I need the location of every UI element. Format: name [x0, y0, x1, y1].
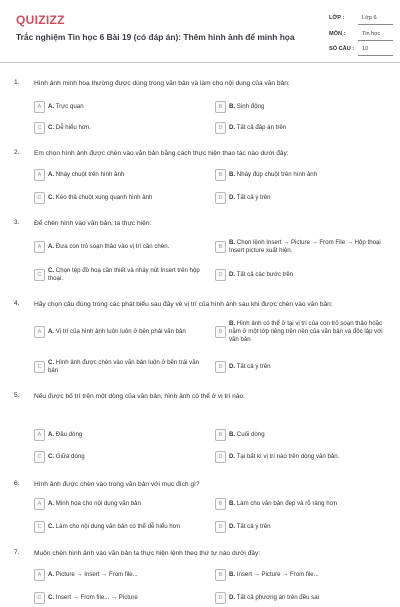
answer-option[interactable]	[215, 166, 393, 184]
meta-label: MÔN :	[329, 30, 346, 37]
option-text	[229, 500, 337, 508]
option-label: Tất cả ý trên	[236, 522, 271, 530]
option-letter: D.	[229, 193, 236, 201]
question-number: 5.	[14, 392, 20, 399]
question-text: Hãy chọn câu đúng trong các phát biểu sau đây về vị trí của hình ảnh sau khi được chèn vào văn bản:	[34, 301, 333, 308]
option-letter: A.	[48, 500, 55, 507]
answer-option[interactable]	[34, 565, 209, 584]
answer-option[interactable]	[34, 322, 209, 342]
option-text	[48, 171, 124, 179]
option-label: Giữa dòng	[55, 452, 85, 460]
option-checkbox[interactable]: C	[34, 122, 45, 134]
answer-option[interactable]	[215, 447, 393, 466]
option-letter: D.	[229, 271, 236, 278]
meta-underline	[358, 55, 393, 56]
question-number: 3.	[14, 219, 20, 226]
option-letter: B.	[229, 103, 236, 110]
option-text	[229, 124, 286, 132]
answer-option[interactable]	[215, 98, 393, 116]
meta-class	[325, 12, 393, 28]
option-text	[48, 500, 141, 508]
option-checkbox[interactable]: D	[215, 192, 226, 204]
option-label: Hình ảnh có thể ở tại vị trí của con trỏ soạn thảo hoặc nằm ở một lớp riêng trên nền của văn bản và độc lập với văn bản	[229, 320, 383, 343]
option-text	[229, 103, 264, 111]
answer-option[interactable]	[215, 495, 393, 513]
option-checkbox[interactable]: C	[34, 521, 45, 533]
option-text	[48, 359, 209, 375]
answer-option[interactable]	[34, 447, 209, 466]
option-label: Insert → From file... → Picture	[55, 593, 138, 601]
meta-label: LỚP :	[329, 15, 345, 21]
option-checkbox[interactable]: C	[34, 361, 45, 373]
meta-underline	[358, 24, 393, 25]
answer-option[interactable]	[215, 188, 393, 207]
option-text	[229, 194, 271, 202]
option-letter: C.	[48, 123, 55, 131]
option-letter: C.	[48, 593, 55, 601]
answer-option[interactable]	[34, 425, 209, 444]
option-letter: A.	[48, 103, 55, 110]
answer-option[interactable]	[34, 118, 209, 137]
option-text	[48, 328, 186, 336]
meta-label: SỐ CÂU :	[329, 46, 355, 52]
answer-option[interactable]	[215, 565, 393, 584]
quizizz-logo: QUIZIZZ	[16, 13, 65, 27]
option-label: Tất cả các bước trên	[236, 271, 294, 278]
answer-option[interactable]	[215, 357, 393, 377]
option-label: Sinh động	[236, 103, 265, 110]
option-letter: A.	[48, 242, 55, 250]
answer-option[interactable]	[215, 425, 393, 444]
option-label: Chọn lệnh Insert → Picture → From File → Hộp thoại Insert picture xuất hiện.	[229, 238, 381, 254]
option-text	[48, 243, 169, 251]
option-text	[229, 320, 393, 344]
question-number: 7.	[14, 549, 20, 556]
option-checkbox[interactable]: C	[34, 192, 45, 204]
option-checkbox[interactable]: C	[34, 269, 45, 281]
option-letter: A.	[48, 570, 55, 578]
option-label: Picture → Insert → From file...	[55, 570, 138, 578]
option-label: Làm cho văn bản đẹp và rõ ràng hơn	[236, 500, 338, 507]
option-text	[229, 271, 293, 279]
option-label: Tất cả ý trên	[236, 193, 271, 201]
option-letter: D.	[229, 452, 236, 460]
option-text	[229, 363, 271, 371]
answer-option[interactable]	[34, 237, 209, 256]
option-checkbox[interactable]: A	[34, 241, 45, 253]
option-label: Tất cả đáp án trên	[236, 123, 287, 131]
option-checkbox[interactable]: B	[215, 569, 226, 581]
answer-option[interactable]	[34, 265, 209, 285]
answer-option[interactable]	[34, 357, 209, 377]
worksheet-title: Trắc nghiệm Tin học 6 Bài 19 (có đáp án): Thêm hình ảnh để minh họa	[16, 32, 295, 42]
answer-option[interactable]	[215, 118, 393, 137]
option-text	[229, 453, 339, 461]
option-checkbox[interactable]: B	[215, 326, 226, 338]
option-checkbox[interactable]: D	[215, 592, 226, 604]
option-text	[229, 171, 317, 179]
question-number: 6.	[14, 480, 20, 487]
meta-value: 10	[362, 46, 369, 52]
question-number: 4.	[14, 300, 20, 307]
option-checkbox[interactable]: D	[215, 122, 226, 134]
answer-option[interactable]	[215, 265, 393, 285]
option-letter: C.	[48, 193, 55, 201]
option-letter: B.	[229, 500, 236, 507]
answer-option[interactable]	[34, 495, 209, 513]
question-text: Muốn chèn hình ảnh vào văn bản ta thực hiện lệnh theo thứ tự nào dưới đây:	[34, 550, 261, 557]
option-letter: C.	[48, 359, 55, 366]
header-divider	[0, 62, 400, 63]
option-text	[48, 523, 180, 531]
option-checkbox[interactable]: A	[34, 569, 45, 581]
option-letter: B.	[229, 171, 236, 178]
question-number: 2.	[14, 149, 20, 156]
answer-option[interactable]	[34, 98, 209, 116]
question-text: Để chèn hình vào văn bản, ta thực hiện:	[34, 220, 152, 227]
meta-underline	[358, 40, 393, 41]
option-text	[48, 594, 138, 602]
option-label: Minh họa cho nội dung văn bản	[55, 500, 141, 507]
option-label: Làm cho nội dung văn bản có thể dễ hiểu hơn	[55, 522, 181, 530]
option-checkbox[interactable]: D	[215, 361, 226, 373]
option-letter: B.	[229, 320, 236, 327]
option-label: Dễ hiểu hơn.	[55, 123, 91, 131]
option-label: Nháy chuột trên hình ảnh	[55, 171, 125, 178]
answer-option[interactable]	[215, 588, 393, 607]
option-checkbox[interactable]: A	[34, 498, 45, 510]
option-checkbox[interactable]: C	[34, 592, 45, 604]
option-text	[48, 571, 138, 579]
option-label: Hình ảnh được chèn vào văn bản luôn ở bên trái văn bản	[48, 359, 199, 374]
question-number: 1.	[14, 79, 20, 86]
question-text: Em chọn hình ảnh được chèn vào văn bản bằng cách thực hiện thao tác nào dưới đây:	[34, 150, 289, 157]
meta-subject	[325, 28, 393, 44]
option-label: Tất cả ý trên	[236, 363, 271, 370]
option-text	[48, 194, 152, 202]
meta-value: Lớp 6	[362, 15, 377, 21]
option-text	[48, 453, 85, 461]
option-label: Cuối dòng	[236, 430, 265, 438]
option-checkbox[interactable]: B	[215, 498, 226, 510]
option-label: Đưa con trỏ soạn thảo vào vị trí cần chèn.	[55, 242, 170, 250]
worksheet-header	[0, 0, 400, 64]
option-checkbox[interactable]: D	[215, 451, 226, 463]
option-text	[229, 239, 393, 255]
option-letter: B.	[229, 430, 236, 438]
option-label: Trực quan	[55, 103, 84, 110]
answer-option[interactable]	[34, 166, 209, 184]
option-letter: B.	[229, 570, 236, 578]
option-checkbox[interactable]: D	[215, 521, 226, 533]
option-checkbox[interactable]: A	[34, 429, 45, 441]
option-letter: D.	[229, 363, 236, 370]
option-letter: A.	[48, 171, 55, 178]
question-text: Nếu được bố trí trên một dòng của văn bản, hình ảnh có thể ở vị trí nào:	[34, 393, 245, 400]
option-text	[48, 431, 82, 439]
option-checkbox[interactable]: A	[34, 101, 45, 113]
option-letter: C.	[48, 452, 55, 460]
option-text	[48, 103, 84, 111]
answer-option[interactable]	[34, 517, 209, 536]
answer-option[interactable]	[215, 517, 393, 536]
option-checkbox[interactable]: D	[215, 269, 226, 281]
option-letter: A.	[48, 430, 55, 438]
answer-option[interactable]	[215, 237, 393, 256]
option-text	[229, 523, 271, 531]
answer-option[interactable]	[34, 188, 209, 207]
option-text	[229, 431, 265, 439]
option-label: Đầu dòng	[55, 430, 83, 438]
option-label: Vị trí của hình ảnh luôn luôn ở bên phải văn bản	[55, 328, 186, 335]
option-text	[48, 124, 91, 132]
option-label: Kéo thả chuột xung quanh hình ảnh	[55, 193, 153, 201]
option-letter: D.	[229, 593, 236, 601]
option-letter: A.	[48, 328, 55, 335]
option-checkbox[interactable]: B	[215, 101, 226, 113]
option-checkbox[interactable]: A	[34, 169, 45, 181]
option-letter: C.	[48, 267, 55, 274]
option-text	[229, 594, 319, 602]
option-label: Tất cả phương án trên đều sai	[236, 593, 319, 601]
option-checkbox[interactable]: B	[215, 429, 226, 441]
answer-option[interactable]	[34, 588, 209, 607]
option-letter: C.	[48, 522, 55, 530]
option-letter: B.	[229, 238, 236, 246]
option-letter: D.	[229, 123, 236, 131]
option-checkbox[interactable]: C	[34, 451, 45, 463]
option-label: Nháy đúp chuột trên hình ảnh	[236, 171, 318, 178]
option-checkbox[interactable]: B	[215, 169, 226, 181]
option-text	[229, 571, 319, 579]
option-letter: D.	[229, 522, 236, 530]
answer-option[interactable]	[215, 322, 393, 342]
question-text: Hình ảnh minh hoạ thường được dùng trong văn bản và làm cho nội dung của văn bản:	[34, 80, 290, 87]
option-checkbox[interactable]: B	[215, 241, 226, 253]
option-label: Chọn tệp đồ hoạ cần thiết và nháy nút Insert trên hộp thoại.	[48, 267, 200, 282]
worksheet-meta	[325, 12, 393, 59]
meta-question-count	[325, 43, 393, 59]
option-checkbox[interactable]: A	[34, 326, 45, 338]
option-text	[48, 267, 209, 283]
meta-value: Tin học	[362, 30, 381, 37]
option-label: Tại bất kì vị trí nào trên dòng văn bản.	[236, 452, 340, 460]
question-text: Hình ảnh được chèn vào trong văn bản với mục đích gì?	[34, 481, 200, 488]
option-label: Insert → Picture → From file...	[236, 570, 319, 578]
